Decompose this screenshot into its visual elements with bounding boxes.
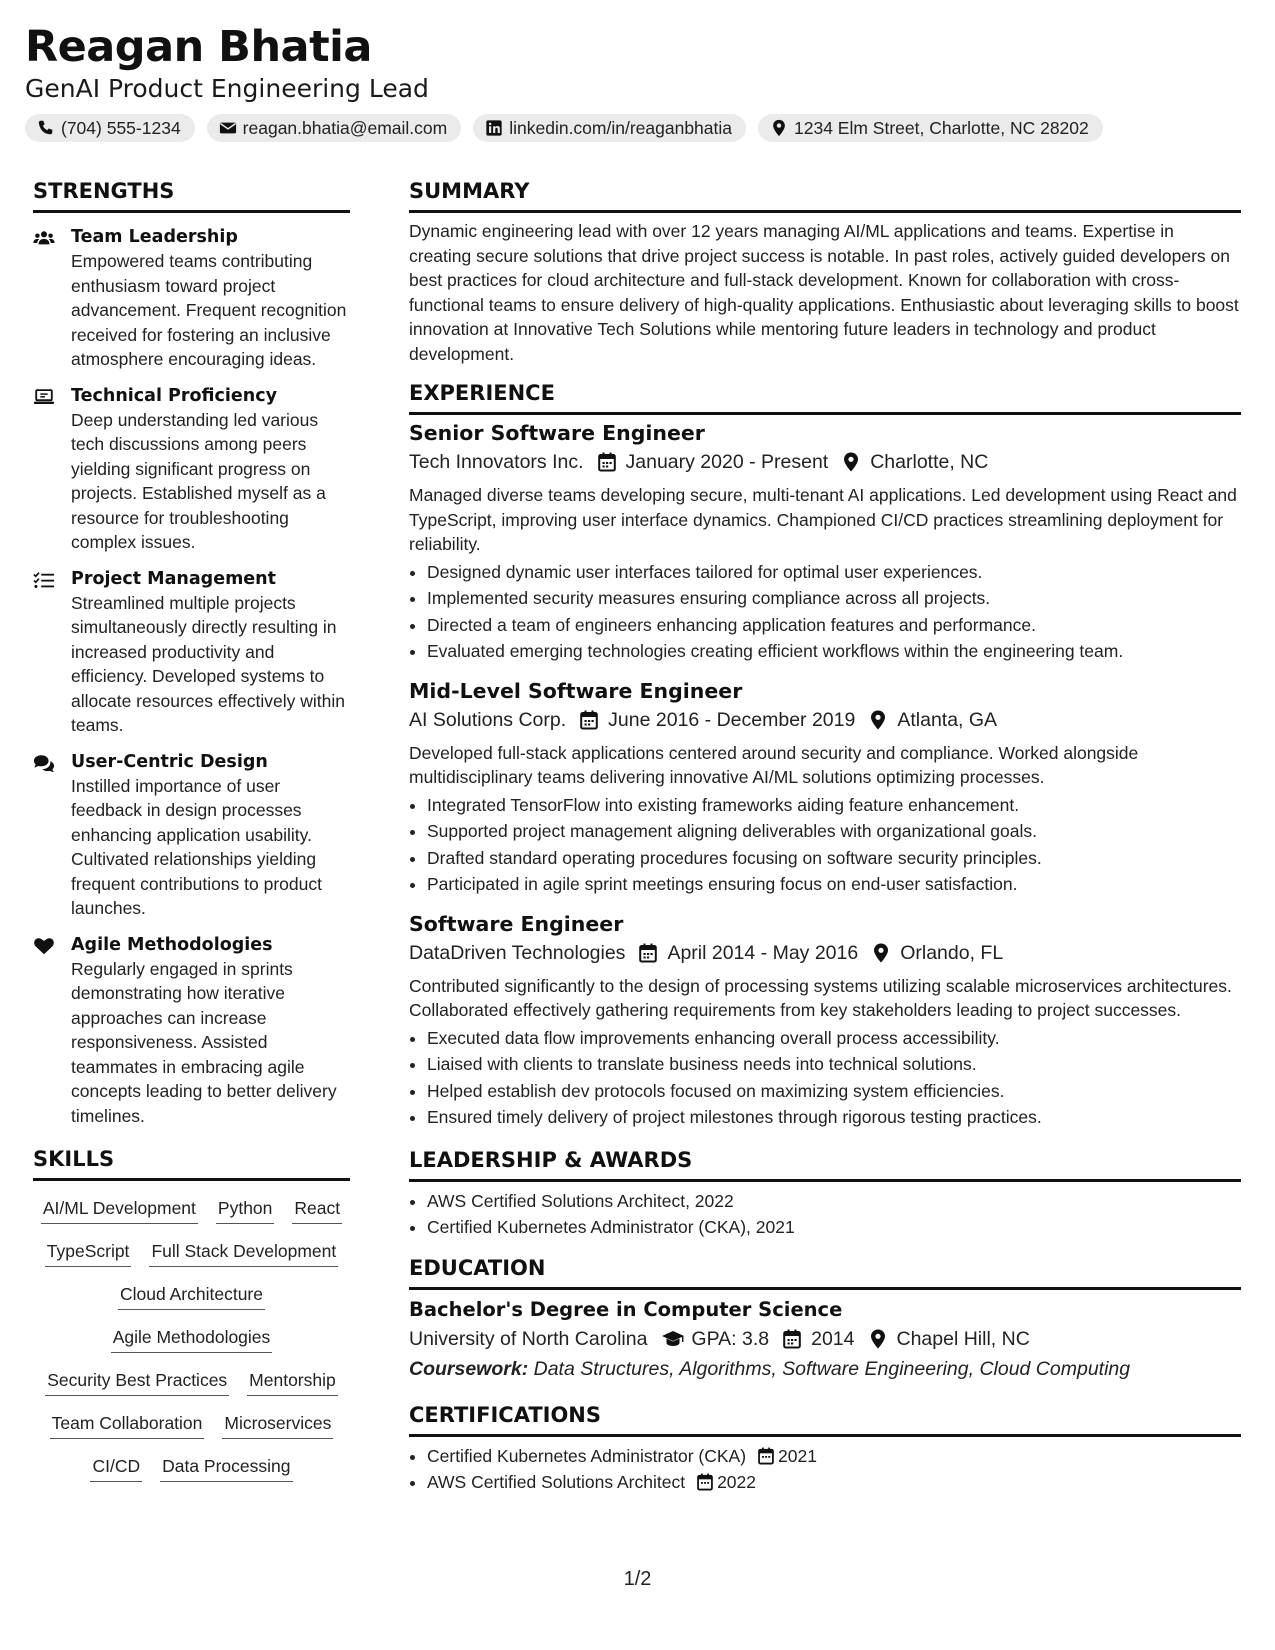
skill-row [33, 1412, 350, 1439]
certifications-heading: CERTIFICATIONS [409, 1402, 1241, 1437]
skill-row [33, 1326, 350, 1353]
cert-item [427, 1443, 1241, 1470]
summary-heading: SUMMARY [409, 178, 1241, 213]
strength-title: Project Management [71, 568, 276, 589]
contact-email-text: reagan.bhatia@email.com [242, 117, 448, 138]
skills-heading: SKILLS [33, 1146, 350, 1181]
comments-icon [33, 753, 55, 773]
edu-degree: Bachelor's Degree in Computer Science [409, 1297, 843, 1321]
strength-desc: Regularly engaged in sprints demonstrating how iterative approaches can increase responsiveness. Assisted teammates in embracing agile concepts leading to better delivery timelines. [71, 958, 337, 1126]
skill-row [33, 1283, 350, 1310]
job-meta [409, 938, 1241, 968]
edu-meta [409, 1324, 1241, 1354]
map-pin-icon [770, 119, 788, 137]
users-icon [33, 228, 55, 248]
job-dates: January 2020 - Present [625, 451, 829, 473]
strength-item [33, 567, 350, 738]
skill-row [33, 1240, 350, 1267]
skill-tag: TypeScript [45, 1240, 132, 1267]
job-bullet: • Executed data flow improvements enhancing overall process accessibility. [427, 1025, 1241, 1052]
skill-row [33, 1455, 350, 1482]
job-location: Charlotte, NC [870, 451, 989, 473]
skills-section [33, 1146, 350, 1482]
skill-tag: AI/ML Development [41, 1197, 198, 1224]
contact-linkedin-text: linkedin.com/in/reaganbhatia [509, 117, 733, 138]
job-location: Atlanta, GA [897, 708, 998, 731]
job-entry [409, 910, 1241, 1131]
contact-linkedin[interactable] [473, 114, 746, 142]
skill-tag: Microservices [222, 1412, 333, 1439]
job-meta [409, 705, 1241, 735]
cert-year: 2022 [717, 1472, 757, 1492]
list-check-icon [33, 570, 55, 590]
job-entry [409, 419, 1241, 665]
job-bullet: • Participated in agile sprint meetings ensuring focus on end-user satisfaction. [427, 871, 1241, 898]
job-bullet: • Drafted standard operating procedures focusing on software security principles. [427, 845, 1241, 872]
job-bullet: • Evaluated emerging technologies creating efficient workflows within the engineering team. [427, 638, 1241, 665]
job-company: AI Solutions Corp. [409, 708, 567, 731]
job-bullet: • Designed dynamic user interfaces tailored for optimal user experiences. [427, 559, 1241, 586]
job-company: DataDriven Technologies [409, 941, 626, 964]
strengths-heading: STRENGTHS [33, 178, 350, 213]
leadership-item: • AWS Certified Solutions Architect, 2022 [427, 1188, 1241, 1215]
skill-tag: Python [216, 1197, 274, 1224]
job-title: Software Engineer [409, 911, 624, 936]
strength-item [33, 225, 350, 372]
job-title: Mid-Level Software Engineer [409, 678, 743, 703]
linkedin-icon [485, 119, 503, 137]
page-number: 1/2 [623, 1568, 652, 1590]
job-description: Managed diverse teams developing secure, multi-tenant AI applications. Led development using React and TypeScript, improving user interface dynamics. Championed CI/CD practices streamlining deployment for reliability. [409, 485, 1237, 554]
candidate-title: GenAI Product Engineering Lead [25, 74, 429, 103]
strength-title: Technical Proficiency [71, 385, 277, 406]
map-pin-icon [872, 943, 890, 963]
skill-tag: Security Best Practices [45, 1369, 229, 1396]
skill-tag: Data Processing [160, 1455, 292, 1482]
calendar-icon [758, 1447, 774, 1465]
edu-location: Chapel Hill, NC [896, 1327, 1030, 1350]
leadership-list [409, 1188, 1241, 1241]
cert-name: • AWS Certified Solutions Architect [427, 1472, 686, 1492]
laptop-icon [33, 387, 55, 407]
skill-tag: Cloud Architecture [118, 1283, 265, 1310]
skill-tag: Team Collaboration [50, 1412, 205, 1439]
job-description: Developed full-stack applications centered around security and compliance. Worked alongside multidisciplinary teams delivering innovative AI/ML solutions optimizing processes. [409, 742, 1139, 787]
cert-year: 2021 [778, 1445, 817, 1466]
contact-phone-text: (704) 555-1234 [61, 117, 181, 138]
job-dates: June 2016 - December 2019 [608, 708, 856, 731]
right-column [409, 178, 1241, 1496]
strength-title: Agile Methodologies [71, 934, 273, 955]
certifications-list [409, 1443, 1241, 1496]
heart-icon [33, 936, 55, 956]
contact-phone[interactable] [25, 114, 195, 142]
skill-tag: Agile Methodologies [111, 1326, 273, 1353]
edu-coursework-text: Data Structures, Algorithms, Software Engineering, Cloud Computing [533, 1357, 1131, 1380]
skill-tag: Mentorship [247, 1369, 338, 1396]
contact-email[interactable] [207, 114, 462, 142]
skill-tag: React [292, 1197, 342, 1224]
strength-desc: Deep understanding led various tech discussions among peers yielding significant progress on projects. Established myself as a resource for troubleshooting complex issues. [71, 409, 326, 552]
job-bullet: • Liaised with clients to translate business needs into technical solutions. [427, 1051, 1241, 1078]
job-bullets [409, 559, 1241, 665]
leadership-heading: LEADERSHIP & AWARDS [409, 1147, 1241, 1182]
job-bullets [409, 1025, 1241, 1131]
job-description: Contributed significantly to the design of processing systems utilizing scalable microservices architectures. Collaborated effectively gathering requirements from key stakeholders leading to project successes. [409, 975, 1232, 1020]
strength-title: User-Centric Design [71, 751, 268, 772]
job-bullets [409, 792, 1241, 898]
experience-heading: EXPERIENCE [409, 380, 1241, 415]
skill-row [33, 1369, 350, 1396]
skill-tag: Full Stack Development [149, 1240, 338, 1267]
job-company: Tech Innovators Inc. [409, 451, 584, 473]
strength-desc: Instilled importance of user feedback in design processes enhancing application usability. Cultivated relationships yielding frequent contributions to product launches. [71, 775, 322, 918]
contact-address-text: 1234 Elm Street, Charlotte, NC 28202 [794, 117, 1089, 138]
calendar-icon [639, 943, 657, 963]
envelope-icon [219, 119, 237, 137]
cert-item [427, 1469, 1241, 1496]
job-bullet: • Helped establish dev protocols focused on maximizing system efficiencies. [427, 1078, 1241, 1105]
calendar-icon [697, 1473, 713, 1491]
job-title: Senior Software Engineer [409, 421, 705, 445]
job-dates: April 2014 - May 2016 [667, 941, 859, 964]
edu-school: University of North Carolina [409, 1327, 648, 1350]
edu-year: 2014 [811, 1327, 855, 1350]
leadership-item: • Certified Kubernetes Administrator (CKA), 2021 [427, 1214, 1241, 1241]
skill-tag: CI/CD [90, 1455, 142, 1482]
education-heading: EDUCATION [409, 1255, 1241, 1290]
skill-row [33, 1197, 350, 1224]
job-meta [409, 447, 1241, 477]
strength-title: Team Leadership [71, 227, 238, 247]
job-bullet: • Ensured timely delivery of project milestones through rigorous testing practices. [427, 1104, 1241, 1131]
job-bullet: • Supported project management aligning deliverables with organizational goals. [427, 818, 1241, 845]
candidate-name: Reagan Bhatia [25, 22, 372, 72]
calendar-icon [580, 710, 598, 730]
calendar-icon [783, 1329, 801, 1349]
map-pin-icon [869, 710, 887, 730]
job-bullet: • Integrated TensorFlow into existing frameworks aiding feature enhancement. [427, 792, 1241, 819]
contact-address [758, 114, 1103, 142]
graduation-cap-icon [661, 1329, 685, 1349]
job-location: Orlando, FL [900, 941, 1004, 964]
strength-desc: Empowered teams contributing enthusiasm toward project advancement. Frequent recognition received for fostering an inclusive atmosphere encouraging ideas. [71, 251, 347, 369]
strength-item [33, 750, 350, 921]
edu-coursework [409, 1354, 1241, 1384]
cert-name: • Certified Kubernetes Administrator (CKA) [427, 1445, 747, 1466]
phone-icon [37, 119, 55, 137]
summary-text: Dynamic engineering lead with over 12 years managing AI/ML applications and teams. Expertise in creating secure solutions that drive project success is notable. In past roles, actively guided developers on best practices for cloud architecture and full-stack development. Known for collaboration with cross-functional teams to ensure delivery of high-quality applications. Enthusiastic about leveraging skills to boost innovation at Innovative Tech Solutions while mentoring future leaders in technology and product development. [409, 221, 1239, 364]
strength-item [33, 384, 350, 555]
contact-bar [25, 114, 1103, 142]
left-column [33, 178, 350, 1498]
edu-gpa: GPA: 3.8 [691, 1327, 770, 1350]
map-pin-icon [842, 452, 860, 472]
job-bullet: • Implemented security measures ensuring compliance across all projects. [427, 585, 1241, 612]
map-pin-icon [869, 1329, 887, 1349]
strength-desc: Streamlined multiple projects simultaneously directly resulting in increased productivity and efficiency. Developed systems to allocate resources effectively within teams. [71, 592, 345, 735]
job-bullet: • Directed a team of engineers enhancing application features and performance. [427, 612, 1241, 639]
strength-item [33, 933, 350, 1129]
edu-coursework-label: Coursework: [409, 1357, 529, 1380]
calendar-icon [598, 452, 616, 472]
job-entry [409, 677, 1241, 898]
